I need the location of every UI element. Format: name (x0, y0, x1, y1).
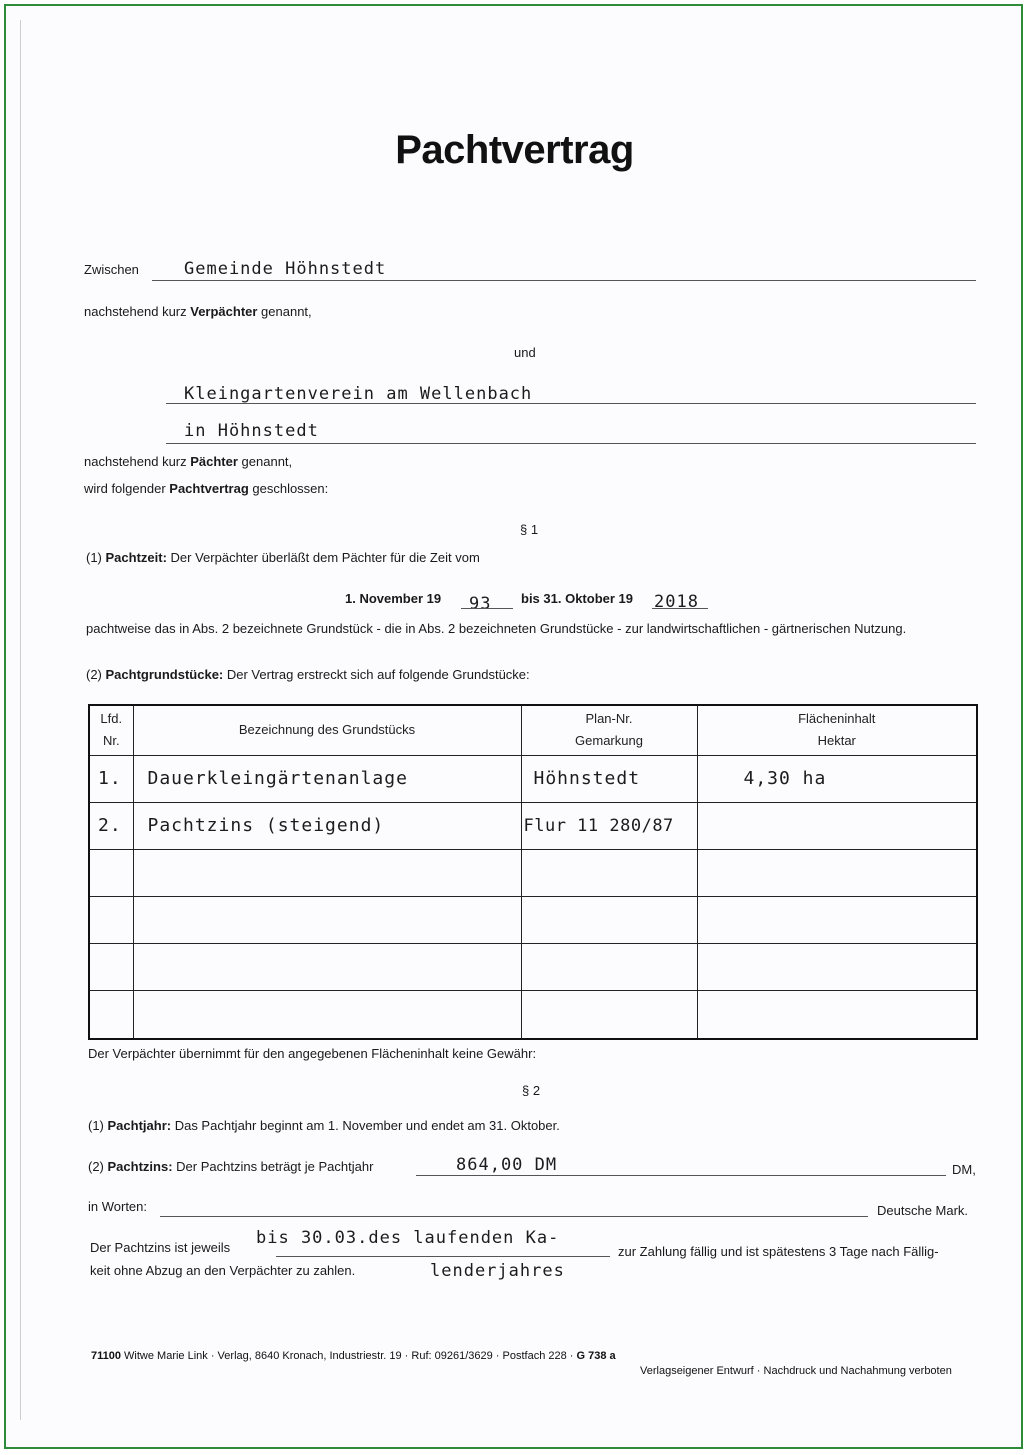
paechter-name-line2: in Höhnstedt (184, 421, 319, 441)
pachtgrundstuecke-paragraph: (2) Pachtgrundstücke: Der Vertrag erstreckt sich auf folgende Grundstücke: (86, 667, 530, 682)
row-4-plan (521, 897, 697, 944)
zwischen-label: Zwischen (84, 262, 139, 277)
start-year-underline (461, 608, 513, 609)
start-year: 93 (469, 594, 492, 614)
header-lfd-nr: Lfd. Nr. (89, 705, 133, 755)
verpaechter-name: Gemeinde Höhnstedt (184, 259, 387, 279)
end-year: 2018 (654, 592, 699, 612)
und-label: und (514, 345, 536, 360)
row-5-nr (89, 944, 133, 991)
faellig-text-line2: keit ohne Abzug an den Verpächter zu zahlen. (90, 1263, 356, 1278)
verpaechter-sentence: nachstehend kurz Verpächter genannt, (84, 304, 312, 319)
row-6-flaeche (697, 991, 977, 1039)
document-title: Pachtvertrag (395, 128, 634, 172)
pachtzins-paragraph: (2) Pachtzins: Der Pachtzins beträgt je Pachtjahr (88, 1159, 374, 1174)
row-1-nr: 1. (89, 755, 133, 802)
verpaechter-underline (152, 280, 976, 281)
row-6-plan (521, 991, 697, 1039)
table-row (89, 755, 977, 802)
flaeche-disclaimer: Der Verpächter übernimmt für den angegebenen Flächeninhalt keine Gewähr: (88, 1046, 537, 1061)
section-1-heading: § 1 (520, 522, 539, 537)
paechter-name-line1: Kleingartenverein am Wellenbach (184, 384, 533, 404)
row-2-nr: 2. (89, 802, 133, 849)
faellig-text-line1: zur Zahlung fällig und ist spätestens 3 Tage nach Fällig- (618, 1244, 939, 1259)
row-5-plan (521, 944, 697, 991)
header-flaecheninhalt: Flächeninhalt Hektar (697, 705, 977, 755)
in-worten-label: in Worten: (88, 1199, 148, 1214)
row-2-plan: Flur 11 280/87 (521, 802, 697, 849)
row-3-bezeichnung (133, 849, 521, 896)
table-row (89, 991, 977, 1039)
row-3-flaeche (697, 849, 977, 896)
pachtzins-amount-underline (416, 1175, 946, 1176)
row-2-flaeche (697, 802, 977, 849)
pachtjahr-paragraph: (1) Pachtjahr: Das Pachtjahr beginnt am 1. November und endet am 31. Oktober. (88, 1118, 560, 1133)
copyright-notice: Verlagseigener Entwurf · Nachdruck und Nachahmung verboten (640, 1365, 952, 1377)
section-2-heading: § 2 (522, 1083, 541, 1098)
pachtzeit-paragraph: (1) Pachtzeit: Der Verpächter überläßt dem Pächter für die Zeit vom (86, 550, 480, 565)
paechter-role: Pächter (190, 454, 238, 469)
pachtzins-amount: 864,00 DM (456, 1155, 558, 1175)
row-4-bezeichnung (133, 897, 521, 944)
row-3-nr (89, 849, 133, 896)
scan-edge-line (20, 20, 21, 1420)
row-5-flaeche (697, 944, 977, 991)
closing-sentence: wird folgender Pachtvertrag geschlossen: (84, 481, 329, 496)
grundstuecke-table (88, 704, 978, 1040)
row-6-nr (89, 991, 133, 1039)
deutsche-mark-label: Deutsche Mark. (877, 1203, 969, 1218)
row-5-bezeichnung (133, 944, 521, 991)
row-1-plan: Höhnstedt (521, 755, 697, 802)
in-worten-underline (160, 1216, 868, 1217)
row-4-flaeche (697, 897, 977, 944)
end-year-underline (652, 608, 708, 609)
verpaechter-role: Verpächter (190, 304, 258, 319)
row-3-plan (521, 849, 697, 896)
paechter-sentence: nachstehend kurz Pächter genannt, (84, 454, 293, 469)
faellig-typed-line2: lenderjahres (430, 1261, 565, 1281)
table-header-row (89, 705, 977, 755)
usage-paragraph: pachtweise das in Abs. 2 bezeichnete Grundstück - die in Abs. 2 bezeichneten Grundstücke - zur landwirtschaftlichen - gärtnerischen Nutzung. (86, 621, 907, 636)
faellig-typed-line1: bis 30.03.des laufenden Ka- (256, 1228, 560, 1248)
end-date-label: bis 31. Oktober 19 (521, 591, 633, 606)
row-6-bezeichnung (133, 991, 521, 1039)
table-row (89, 944, 977, 991)
row-1-bezeichnung: Dauerkleingärtenanlage (133, 755, 521, 802)
header-bezeichnung: Bezeichnung des Grundstücks (133, 705, 521, 755)
paechter-underline-2 (166, 443, 976, 444)
row-1-flaeche: 4,30 ha (697, 755, 977, 802)
row-4-nr (89, 897, 133, 944)
faellig-underline (276, 1256, 610, 1257)
start-date-label: 1. November 19 (345, 591, 442, 606)
faellig-label: Der Pachtzins ist jeweils (90, 1240, 231, 1255)
table-row (89, 897, 977, 944)
table-row (89, 802, 977, 849)
publisher-imprint: 71100 Witwe Marie Link · Verlag, 8640 Kronach, Industriestr. 19 · Ruf: 09261/3629 · Postfach 228 · G 738 a (91, 1350, 616, 1362)
currency-label: DM, (952, 1162, 976, 1177)
row-2-bezeichnung: Pachtzins (steigend) (133, 802, 521, 849)
header-plan-nr: Plan-Nr. Gemarkung (521, 705, 697, 755)
paechter-underline-1 (166, 403, 976, 404)
table-row (89, 849, 977, 896)
